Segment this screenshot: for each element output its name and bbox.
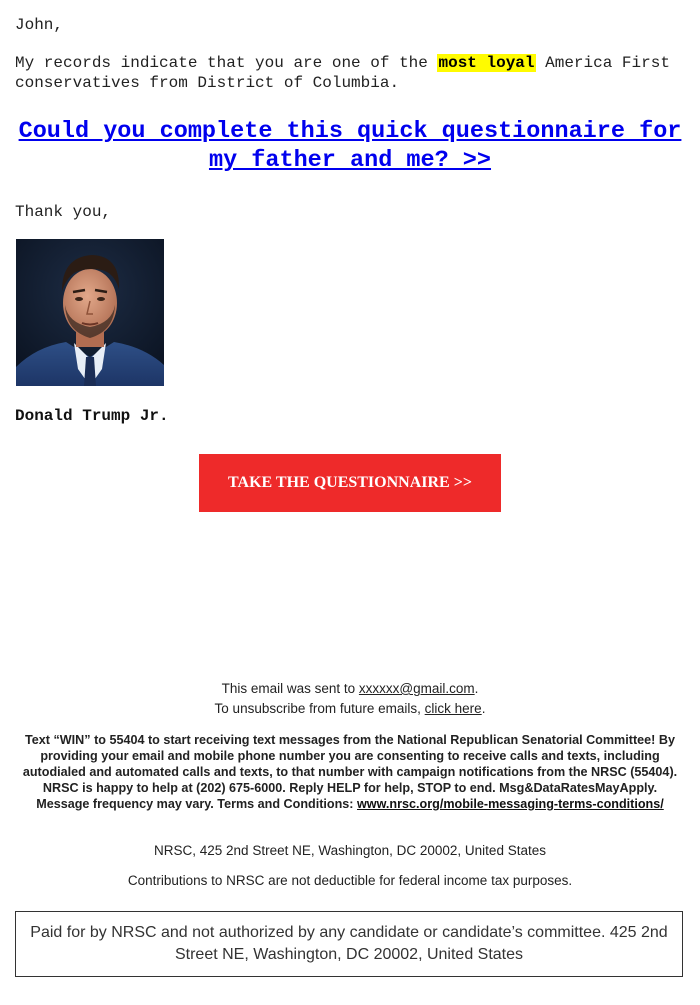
sms-disclaimer-text: Text “WIN” to 55404 to start receiving text messages from the National Republican Senatorial Committee! By providing your email and mobile phone number you are consenting to receive calls and texts, including autodialed and automated calls and texts, to that number with campaign notifications from the NRSC (55404). NRSC is happy to help at (202) 675-6000. Reply HELP for help, STOP to end. Msg&DataRatesMayApply. Message frequency may vary. Terms and Conditions: (22, 733, 678, 811)
intro-text-before: My records indicate that you are one of the (15, 54, 428, 72)
paid-for-text: Paid for by NRSC and not authorized by any candidate or candidate’s committee. 425 2nd Street NE, Washington, DC 20002, United States (30, 924, 668, 963)
unsubscribe-link[interactable]: click here (424, 701, 482, 716)
signer-photo (16, 239, 164, 386)
intro-text-after: America First conservatives from District of Columbia. (15, 54, 670, 92)
terms-conditions-link[interactable]: www.nrsc.org/mobile-messaging-terms-conditions/ (357, 797, 664, 811)
greeting: John, (15, 16, 64, 34)
closing-text: Thank you, (15, 203, 112, 221)
sent-to-period: . (474, 681, 479, 696)
sms-disclaimer (15, 732, 685, 812)
contributions-disclaimer: Contributions to NRSC are not deductible for federal income tax purposes. (127, 873, 573, 888)
mailing-address: NRSC, 425 2nd Street NE, Washington, DC 20002, United States (154, 843, 546, 858)
questionnaire-headline-link[interactable]: Could you complete this quick questionnaire for my father and me? >> (18, 118, 682, 174)
sent-to-label: This email was sent to (221, 681, 356, 696)
unsubscribe-label: To unsubscribe from future emails, (214, 701, 421, 716)
sent-to-line (15, 679, 685, 699)
unsubscribe-line (15, 699, 685, 719)
paid-for-box (15, 911, 683, 977)
signature: Donald Trump Jr. (15, 407, 169, 425)
unsubscribe-period: . (481, 701, 486, 716)
intro-paragraph (15, 53, 695, 93)
take-questionnaire-button[interactable]: TAKE THE QUESTIONNAIRE >> (199, 454, 501, 512)
recipient-email-link[interactable]: xxxxxx@gmail.com (358, 681, 475, 696)
headline (15, 117, 685, 175)
highlighted-phrase: most loyal (438, 54, 535, 72)
footer-sent-to (15, 679, 685, 719)
